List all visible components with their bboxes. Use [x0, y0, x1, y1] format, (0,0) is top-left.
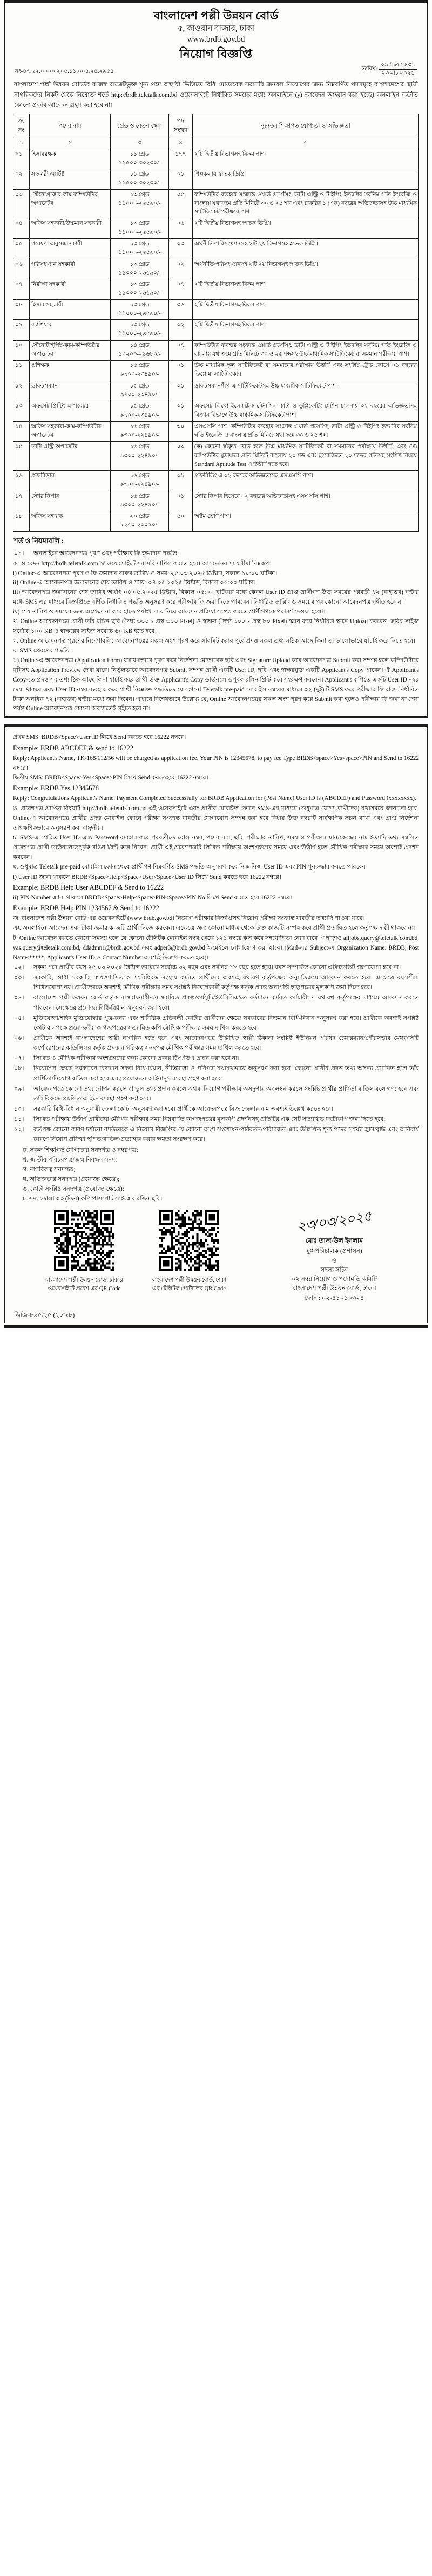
cell-sl: ০৬ [14, 259, 30, 279]
th-post-name: পদের নাম [30, 114, 111, 138]
table-header-row [14, 114, 419, 138]
cell-count: ৩৬ [169, 299, 193, 320]
date-label: তারিখ: [361, 66, 378, 72]
table-row [14, 421, 419, 442]
condition-text: আবেদনপত্রে কোনো তথ্য গোপন করলে বা ভুল তথ্য প্রদান করলে অথবা নিয়োগ পরীক্ষায় অসদুপায় অবলম্বন করলে সংশ্লিষ্ট প্রার্থীর প্রার্থিতা বাতিল বলে গণ্য হবে এবং তাঁর বিরুদ্ধে প্রচলিত আইনে ব্যবস্থা গ্রহণ করা হবে। [33, 1085, 419, 1102]
table-row [14, 491, 419, 511]
document-list-item: খ. জাতীয় পরিচয়পত্র/জন্ম নিবন্ধন সনদ; [23, 1156, 117, 1163]
cond1-sub-i: ঞ. অনলাইনে আবেদন এবং টাকা জমার কাজটি প্রার্থী নিজে করবেন। এক্ষেত্রে অন্য কোনো মাধ্যম থেকে উক্ত কাজটি সম্পন্ন করে প্রার্থী প্রতারিত হলে কর্তৃপক্ষ দায়ী থাকবে না। [13, 925, 416, 932]
cell-qual: (ক) কোনো স্বীকৃত বোর্ড হতে উচ্চ মাধ্যমিক সার্টিফিকেট বা সমমানের পরীক্ষায় উত্তীর্ণ; এবং (খ) কম্পিউটার মুদ্রাক্ষরে প্রতি মিনিটে বাংলায় ২০ শব্দ এবং ইংরেজিতে ২০ শব্দের গতিসহ সংশ্লিষ্ট বিষয়ে Standard Aptitude Test এ উত্তীর্ণ হতে হবে। [193, 442, 419, 471]
cell-name: অফিস সহকারী/উচ্চমান সহকারী [30, 218, 111, 239]
cell-count: ০২ [169, 320, 193, 341]
cond1-roman-iii: iii) আবেদনপত্র জমাদানের শেষ তারিখ অর্থাৎ ০৪.০৫.২০২৫ খ্রিষ্টাব্দ, বিকাল ০৫:০০ ঘটিকার মধ্যে কেবল User ID প্রাপ্ত প্রার্থীগণ উক্ত সময়ের পরবর্তী ৭২ (বাহাত্তর) ঘণ্টার মধ্যে SMS এর মাধ্যমে বিজ্ঞপ্তিতে বর্ণিত নির্ধারিত পদ্ধতি অনুসরণ করে পরীক্ষার ফি জমা দিতে পারবেন। নির্ধারিত তারিখ ও সময়ের পর কোনো আবেদনপত্র গৃহীত হবে না। [13, 589, 419, 606]
cell-name: অফিস সহকারী-কাম-কম্পিউটার অপারেটর [30, 421, 111, 442]
condition-item-০৯ [13, 1084, 419, 1104]
signatory-conjunction: ও [332, 1257, 337, 1264]
table-row [14, 299, 419, 320]
cond1-sub-h: জ. বাংলাদেশ পল্লী উন্নয়ন বোর্ড এর ওয়েবসাইটে (www.brdb.gov.bd) নিয়োগ পরীক্ষার বিজ্ঞপ্তিসহ নিয়োগ পরীক্ষা সংক্রান্ত যাবতীয় তথ্যাদি পাওয়া যাবে। [13, 915, 365, 922]
cond1-g-roman-i: i) User ID জানা থাকলে BRDB<Space>Help<Space>User<Space>User ID লিখে Send করতে হবে 16222 নম্বরে। [13, 873, 282, 880]
cell-grade: ১১ গ্রেড ১২৫০০-৩০২৩০/- [111, 169, 169, 190]
condition-item-০৬ [13, 1033, 419, 1053]
signatory-designation-1: যুগ্মপরিচালক (প্রশাসন) [306, 1248, 362, 1255]
condition-text: লিখিত ও মৌখিক পরীক্ষায় অংশগ্রহণের জন্য কোনো প্রকার টিএ/ডিএ প্রদান করা হবে না। [33, 1055, 240, 1062]
condition-title: অনলাইনে আবেদনপত্র পূরণ এবং পরীক্ষার ফি জমাদান পদ্ধতি: [33, 550, 179, 557]
qr-website-caption: বাংলাদেশ পল্লী উন্নয়ন বোর্ড, ঢাকার ওয়েবসাইটে প্রবেশ এর QR Code [45, 1277, 123, 1292]
signature-block [257, 1210, 419, 1303]
condition-item-০৭ [13, 1053, 419, 1063]
signatory-name: মোঃ তাজ-উল ইসলাম [305, 1237, 363, 1245]
condition-number: ০৮। [14, 1065, 24, 1072]
cond1-sub-d-body: ১) Online-এ আবেদনপত্র (Application Form) যথাযথভাবে পূরণ করে নির্দেশনা মোতাবেক ছবি এবং Signature Upload করে আবেদনপত্র Submit করা সম্পন্ন হলে কম্পিউটারে ছবিসহ Application Preview দেখা যাবে। নির্ভুলভাবে আবেদনপত্র Submit সম্পন্ন প্রার্থী একটি User ID, ছবি এবং স্বাক্ষরযুক্ত একটি Applicant's Copy পাবেন। ঐ Applicant's Copy-তে প্রদত্ত সব তথ্য ঠিক আছে কিনা যাচাই করে প্রার্থী উক্ত Applicant's Copy ডাউনলোডপূর্বক রঙ্গিন প্রিন্ট করে সংরক্ষণ করবেন। Applicant's কপিতে একটি User ID নম্বর দেয়া থাকবে এবং User ID নম্বর ব্যবহার করে প্রার্থী নিম্নোক্ত পদ্ধতিতে যে কোনো Teletalk pre-paid মোবাইল নম্বরের মাধ্যমে ০২ (দুই)টি SMS করে পরীক্ষার ফি বাবদ নির্ধারিত টাকা অনধিক ৭২ (বাহাত্তর) ঘণ্টার মধ্যে জমা দিবেন। এখানে বিশেষভাবে উল্লেখ্য যে, Online আবেদনপত্রের সকল অংশ পূরণ করে Submit করা হলেও পরীক্ষার ফি জমা না দেয়া পর্যন্ত Online আবেদনপত্র কোনো অবস্থাতেই গৃহীত হবে না। [13, 657, 419, 712]
condition-number: ১০। [14, 1106, 24, 1113]
cell-name: ক্যাশিয়ার [30, 320, 111, 341]
cell-grade: ১৫ গ্রেড ৯৭০০-২৩৪৯০/- [111, 381, 169, 401]
cell-sl: ১৫ [14, 442, 30, 471]
cell-name: নিরীক্ষা সহকারী [30, 279, 111, 300]
cell-sl: ১৭ [14, 491, 30, 511]
cell-name: হিসাবরক্ষক [30, 149, 111, 169]
letterhead [13, 9, 419, 61]
sms2-label: দ্বিতীয় SMS: BRDB<Space>Yes<Space>PIN লিখে Send করতেহবে 16222 নম্বরে। [13, 775, 208, 782]
qr-website-block [44, 1210, 124, 1292]
table-row [14, 320, 419, 341]
cell-qual: অর্থনীতি/পরিসংখ্যানসহ ২টি ২য় বিভাগসহ স্নাতক ডিগ্রি। [193, 259, 419, 279]
cell-sl: ১২ [14, 381, 30, 401]
cond1-sub-g: ছ. শুধুমাত্র Teletalk pre-paid মোবাইল ফোন থেকে প্রার্থীগণ নিম্নবর্ণিত SMS পদ্ধতি অনুসরণ করে নিজ নিজ User ID এবং PIN পুনরুদ্ধার করতে পারবেন। [13, 864, 368, 871]
cell-count: ১৭৭ [169, 149, 193, 169]
cell-sl: ০১ [14, 149, 30, 169]
condition-text: বাংলাদেশ পল্লী উন্নয়ন বোর্ড কর্তৃক বাস্তবায়নাধীন/বাস্তবায়িত প্রকল্প/কর্মসূচি/ইউসিসিএ'তে বর্তমানে কর্মরত কর্মচারীগণ যথাযথ কর্তৃপক্ষের মাধ্যমে আবেদন করতে পারবেন। সেক্ষেত্রে প্রযোজ্য বিধি-বিধান অনুসরণ করা হবে। [33, 995, 419, 1011]
cell-sl: ০৭ [14, 279, 30, 300]
sms2-example: Example: BRDB Yes 12345678 [13, 784, 99, 792]
table-row [14, 401, 419, 422]
organization-name: বাংলাদেশ পল্লী উন্নয়ন বোর্ড [153, 9, 279, 22]
cell-sl: ১৩ [14, 401, 30, 422]
cond1-roman-iv: iv) শেষ তারিখ ও সময়ের জন্য অপেক্ষা না করে হাতে পর্যাপ্ত সময় নিয়ে আবেদন প্রক্রিয়া সম্পন্ন করতে প্রার্থীগণকে পরামর্শ দেওয়া হলো। [13, 609, 326, 616]
document-list-item: চ. সদ্য তোলা ০৩ (তিন) কপি পাসপোর্ট সাইজের রঙিন ছবি। [23, 1196, 163, 1203]
page-2-frame [4, 726, 428, 1323]
cell-qual: প্রুফরিডিং এ ০২ বছরের অভিজ্ঞতাসহ এসএসসি পাশ। [193, 471, 419, 491]
page-1-frame [4, 2, 428, 716]
table-colnum-row [14, 138, 419, 149]
conditions-list [13, 549, 419, 715]
cell-qual: উচ্চ মাধ্যমিক স্কুল সার্টিফিকেট বা সমমানের পরীক্ষায় উত্তীর্ণ এবং সংশ্লিষ্ট ট্রেড কোর্সে ০১ বছরের ডিপ্লোমা সার্টিফিকেট। [193, 361, 419, 381]
numbered-conditions [13, 963, 419, 1145]
cond1-g-example-i: Example: BRDB Help User ABCDEF & Send to 16222 [13, 883, 164, 891]
condition-number: ১১। [14, 1116, 24, 1123]
table-row [14, 279, 419, 300]
document-title: নিয়োগ বিজ্ঞপ্তি [179, 46, 253, 61]
cell-qual: এসএসসি পাশ। কম্পিউটার ব্যবহার সংক্রান্ত ওয়ার্ড প্রসেসিং, ডাটা এন্ট্রি ও টাইপিং ইত্যাদির সর্বনিম্ন গতি ইংরেজি ও বাংলায় প্রতি মিনিটে যথাক্রমে ৩০ ও ২৫ শব্দ। [193, 421, 419, 442]
cell-name: গবেষণা অনুসন্ধানকারী [30, 239, 111, 259]
cell-count: ০১ [169, 491, 193, 511]
condition-number: ০১। [14, 550, 24, 557]
conditions-heading: শর্ত ও নিয়মাবলি : [14, 536, 64, 545]
cell-count: ০৭ [169, 340, 193, 361]
cell-name: অফসেট প্রিন্টিং অপারেটর [30, 401, 111, 422]
memo-date-block [362, 62, 417, 77]
qr-teletalk-block [149, 1210, 229, 1292]
condition-item-১১ [13, 1115, 419, 1124]
memo-line [13, 62, 419, 78]
table-row [14, 361, 419, 381]
condition-text: প্রার্থীকে অবশ্যই বাংলাদেশের স্থায়ী নাগরিক হতে হবে এবং আবেদনপত্রে উল্লিখিত স্থায়ী ঠিকানা সংশ্লিষ্ট ইউনিয়ন পরিষদ চেয়ারম্যান/পৌরসভার মেয়র/সিটি কর্পোরেশনের কাউন্সিলর কর্তৃক প্রদত্ত নাগরিকত্ব সনদপত্র মৌখিক পরীক্ষার সময় দাখিল করতে হবে। [33, 1035, 419, 1052]
condition-item-০৪ [13, 993, 419, 1012]
cell-grade: ১৬ গ্রেড ৯৩০০-২২৪৯০/- [111, 491, 169, 511]
cond1-g-example-ii: Example: BRDB Help PIN 1234567 & Send to 16222 [13, 904, 159, 912]
cell-qual: অষ্টম শ্রেণি পাশ। [193, 511, 419, 532]
cond1-sub-a: ক. আবেদন http://brdb.teletalk.com.bd ওয়েবসাইটে সরাসরি দাখিল করতে হবে। আবেদনের সময়সীমা নিম্নরূপ: [13, 560, 271, 567]
cell-name: সহকারী আর্টিষ্ট [30, 169, 111, 190]
cell-grade: ১৩ গ্রেড ১১০০০-২৬৫৯০/- [111, 320, 169, 341]
condition-number: ০৬। [14, 1035, 24, 1042]
sms1-example: Example: BRDB ABCDEF & send to 16222 [13, 744, 133, 752]
cell-count: ০৬ [169, 218, 193, 239]
th-grade-scale: গ্রেড ও বেতন স্কেল [111, 114, 169, 138]
condition-text: সরকারি বিধি-বিধান অনুযায়ী জেলা কোটা অনুসরণ করা হবে। প্রার্থীকে আবেদনপত্রে নিজ জেলার নাম অবশ্যই উল্লেখ করতে হবে। [33, 1106, 334, 1113]
document-list-item: ঙ. কোটা সংশ্লিষ্ট সনদপত্র (প্রযোজ্য ক্ষেত্রে); [23, 1186, 124, 1193]
cell-name: প্রুফরিডার [30, 471, 111, 491]
cell-qual: ২টি দ্বিতীয় বিভাগসহ স্নাতক ডিগ্রি। [193, 218, 419, 239]
cell-qual: কম্পিউটার ব্যবহার সংক্রান্ত ওয়ার্ড প্রসেসিং, ডাটা এন্ট্রি ও টাইপিং ইত্যাদির সর্বনিম্ন গতি ইংরেজি ও বাংলায় যথাক্রমে প্রতি মিনিটে ৩০ ও ২৫ শব্দ এবং চাকরির ১ (এক) বছরের অভিজ্ঞতাসহ উচ্চ মাধ্যমিক সার্টিফিকেট পরীক্ষায় পাশ। [193, 189, 419, 218]
table-row [14, 511, 419, 532]
colnum-4: ৪ [169, 138, 193, 149]
date-bangla: ০৯ চৈত্র ১৪৩১ [379, 62, 417, 70]
document-list-item: গ. নাগরিকত্ব সনদপত্র; [23, 1166, 75, 1173]
cond1-sub-j: ট. Online আবেদন করতে কোনো সমস্যা হলে যে কোনো টেলিটক মোবাইল নম্বর থেকে ১২১ নম্বরে কল করে সহযোগিতা নেয়া যাবে। এছাড়াও alljobs.query@teletalk.com.bd, vas.query@teletalk.com.bd, ddadmn1@brdb.gov.bd এবং adper3@brdb.gov.bd ই-মেইলে যোগাযোগ করা যাবে। (Mail-এর Subject-এ Organization Name: BRDB, Post Name:*****, Applicant's User ID ও Contact Number অবশ্যই উল্লেখ করতে হবে)। [13, 935, 419, 961]
sms1-reply: Reply: Applicant's Name, TK-168/112/56 will be charged as application fee. Your PIN is 12345678, to pay fee Type BRDB<space>Yes<space>PIN and Send to 16222 নম্বরে। [13, 755, 419, 771]
cell-grade: ১৩ গ্রেড ১১০০০-২৬৫৯০/- [111, 189, 169, 218]
sms1-label: প্রথম SMS: BRDB<Space>User ID লিখে Send করতে হবে 16222 নম্বরে। [13, 734, 186, 741]
cell-grade: ১৩ গ্রেড ১১০০০-২৬৫৯০/- [111, 239, 169, 259]
cell-count: ০১ [169, 361, 193, 381]
cond1-sub-d: ঘ. SMS প্রেরণের পদ্ধতি: [13, 647, 71, 654]
cond1-sub-e: ঙ. প্রবেশপত্র প্রাপ্তির বিষয়টি http://brdb.teletalk.com.bd এই ওয়েবসাইটে এবং প্রার্থীর মোবাইল ফোনে SMS-এর মাধ্যমে (শুধুমাত্র যোগ্য প্রার্থীদের) যথাসময়ে জানানো হবে। Online-এ আবেদনপত্রে প্রার্থীর প্রদত্ত মোবাইল ফোনে পরীক্ষা সংক্রান্ত যাবতীয় যোগাযোগ সম্পন্ন করা হবে বিধায় উক্ত নম্বরটি সার্বক্ষণিক সচল রাখা এবং প্রাপ্ত নির্দেশনা তাৎক্ষণিকভাবে অনুসরণ করা বাঞ্ছনীয়। [13, 805, 419, 831]
condition-item-১০ [13, 1104, 419, 1114]
th-serial: ক্র. নং [14, 114, 30, 138]
condition-text: সকল পদে প্রার্থীর বয়স ২৫.০৩.২০২৫ খ্রিষ্টাব্দ তারিখে সর্বোচ্চ ৩২ বছর এবং সর্বনিম্ন ১৮ বছর হতে হবে। বয়স সম্পর্কিত কোনো এফিডেভিট গ্রহণযোগ্য হবে না। [33, 964, 401, 971]
cell-name: স্টেনোগ্রাফার-কাম-কম্পিউটার অপারেটর [30, 189, 111, 218]
posts-table [13, 114, 419, 531]
colnum-2: ২ [30, 138, 111, 149]
table-row [14, 218, 419, 239]
cell-qual: ড্রাফটসম্যানশীপ এ সার্টিফিকেটসহ উচ্চ মাধ্যমিক সার্টিফিকেট পাশ। [193, 381, 419, 401]
cell-sl: ১১ [14, 361, 30, 381]
cond1-g-roman-ii: ii) PIN Number জানা থাকলে BRDB<Space>Help<Space>PIN<Space>PIN No লিখে Send করতে হবে 16222 নম্বরে। [13, 894, 293, 901]
cell-name: প্রশিক্ষক [30, 361, 111, 381]
condition-number: ০২। [14, 964, 24, 971]
cell-grade: ১৪ গ্রেড ১০২০০-২৪৬৮০/- [111, 340, 169, 361]
condition-item-০৮ [13, 1064, 419, 1083]
condition-number: ০৭। [14, 1055, 24, 1062]
cell-count: ০৭ [169, 279, 193, 300]
cell-count: ০৩ [169, 442, 193, 471]
table-row [14, 471, 419, 491]
organization-address: ৫, কাওরান বাজার, ঢাকা [177, 24, 255, 34]
cell-sl: ০৫ [14, 239, 30, 259]
condition-text: কর্তৃপক্ষ কোনো কারণ দর্শানো ব্যতিরেকে এ নিয়োগ বিজ্ঞপ্তির যে কোনো অংশ সংশোধন/পরিবর্তন/পরিমার্জন এবং উল্লিখিত শূন্য পদের সংখ্যা হ্রাস/বৃদ্ধি এবং অনিবার্য কারণে নিয়োগ প্রক্রিয়া স্থগিত/বাতিল/প্রত্যাহার করার ক্ষমতা সংরক্ষণ করে। [33, 1126, 419, 1143]
th-post-count: পদ সংখ্যা [169, 114, 193, 138]
cell-name: পরিসংখ্যান সহকারী [30, 259, 111, 279]
cell-name: ডাটা এন্ট্রি অপারেটর [30, 442, 111, 471]
intro-paragraph: বাংলাদেশ পল্লী উন্নয়ন বোর্ডের রাজস্ব বাজেটভুক্ত শূন্য পদে অস্থায়ী ভিত্তিতে বিধি মোতাবেক সরাসরি জনবল নিয়োগের জন্য নিম্নবর্ণিত পদসমূহে বাংলাদেশের স্থায়ী নাগরিকদের নিকট থেকে নিম্নোক্ত শর্তে http://brdb.teletalk.com.bd ওয়েবসাইটে নির্ধারিত সময়ের মধ্যে অনলাইনে (y) আবেদন আহ্বান করা হচ্ছে। অনলাইন ব্যতীত কোনো প্রকার আবেদন গ্রহণ করা হবে না। [14, 82, 418, 109]
condition-text: লিখিত পরীক্ষায় উত্তীর্ণ প্রার্থীদের মৌখিক পরীক্ষার সময় নিম্নবর্ণিত কাগজপত্রের মূলকপি প্রদর্শনসহ প্রতিটির এক সেট সত্যায়িত ফটোকপি জমা দিতে হবে: [33, 1116, 386, 1123]
cell-qual: কম্পিউটার ব্যবহার সংক্রান্ত ওয়ার্ড প্রসেসিং, ডাটা এন্ট্রি ও টাইপিং ইত্যাদির সর্বনিম্ন গতি ইংরেজি ও বাংলায় যথাক্রমে প্রতি মিনিটে ৩০ ও ২৫ শব্দসহ উচ্চ মাধ্যমিক সার্টিফিকেট বা সমমান পরীক্ষায় পাশ। [193, 340, 419, 361]
page-separator [0, 718, 432, 724]
cell-sl: ০২ [14, 169, 30, 190]
cell-sl: ১৮ [14, 511, 30, 532]
colnum-3: ৩ [111, 138, 169, 149]
condition-item-১২ [13, 1125, 419, 1144]
qr-code-website-icon[interactable] [54, 1210, 114, 1271]
sms-instructions [13, 732, 419, 963]
condition-item-০৫ [13, 1013, 419, 1033]
cond1-sub-b: খ. Online আবেদনপত্রে প্রার্থী তাঁর রঙ্গিন ছবি (দৈর্ঘ্য ৩০০ x প্রস্থ ৩০০ Pixel) ও স্বাক্ষর (দৈর্ঘ্য ৩০০ x প্রস্থ ৮০ Pixel) স্ক্যান করে নির্ধারিত স্থানে Upload করবেন। ছবির সাইজ সর্বোচ্চ ১০০ KB ও স্বাক্ষরের সাইজ সর্বোচ্চ ৬০ KB হতে হবে। [13, 618, 419, 635]
cell-name: অফিস সহায়ক [30, 511, 111, 532]
cell-qual: অফসেট লিথো ইলেকট্রিক স্টেনসিল কাটা ও ডুপ্লিকেটিং মেশিন চালনায় ০২ বছরের অভিজ্ঞতাসহ বিজ্ঞান বিভাগে উচ্চ মাধ্যমিক সার্টিফিকেট পাশ। [193, 401, 419, 422]
condition-text: নিয়োগের ক্ষেত্রে সরকারের বিদ্যমান সকল বিধি-বিধান, নীতিমালা ও পরিপত্র যথাযথভাবে অনুসরণ করা হবে। কোনো প্রার্থীর প্রদত্ত তথ্য অসত্য প্রমাণিত হলে তাঁর প্রার্থিতা/নিয়োগ বাতিল করা হবে এবং প্রয়োজনে আইনানুগ ব্যবস্থা গ্রহণ করা হবে। [33, 1065, 419, 1082]
cell-qual: ২টি দ্বিতীয় বিভাগসহ বিকম পাশ। [193, 149, 419, 169]
signatory-organization: বাংলাদেশ পল্লী উন্নয়ন বোর্ড, ঢাকা। [292, 1285, 376, 1292]
condition-number: ০৪। [14, 995, 24, 1002]
cell-sl: ১৬ [14, 471, 30, 491]
signature-mark: ২৩/০৩/২০২৫ [295, 1208, 373, 1235]
cell-count: ০১ [169, 381, 193, 401]
table-row [14, 169, 419, 190]
cell-sl: ০৯ [14, 320, 30, 341]
cell-grade: ১৬ গ্রেড ৯৩০০-২২৪৯০/- [111, 471, 169, 491]
cell-qual: অর্থনীতি/পরিসংখ্যানসহ ২টি ২য় বিভাগসহ স্নাতক ডিগ্রি। [193, 239, 419, 259]
condition-text: সরকারি, আধা সরকারি, স্বায়ত্তশাসিত ও সংবিধিবদ্ধ সংস্থায় কর্মরত প্রার্থীদের অবশ্যই যথাযথ কর্তৃপক্ষের অনুমতিক্রমে আবেদন করতে হবে। এক্ষেত্রে বয়সসীমা শিথিলযোগ্য নয়। প্রার্থীদেরকে অবশ্যই মৌখিক পরীক্ষার সময় সংশ্লিষ্ট নিয়োগকারী কর্তৃপক্ষ কর্তৃক প্রদত্ত অনাপত্তি ছাড়পত্রের মূলকপি জমা দিতে হবে। [33, 975, 419, 991]
sms2-reply: Reply: Congratulations Applicant's Name. Payment Completed Successfully for BRDB Application for (Post Name) User ID is (ABCDEF) and Password (xxxxxxxx). [13, 795, 416, 802]
cell-count: ৩০ [169, 421, 193, 442]
cond1-sub-f: চ. SMS-এ প্রেরিত User ID এবং Password ব্যবহার করে পরবর্তীতে রোল নম্বর, পদের নাম, ছবি, পরীক্ষার তারিখ, সময় ও পরীক্ষার স্থান/কেন্দ্রের নাম ইত্যাদি তথ্য সম্বলিত প্রবেশপত্র প্রার্থী ডাউনলোডপূর্বক রঙিন প্রিন্ট করে নিবেন। প্রার্থী এই প্রবেশপত্রটি লিখিত পরীক্ষায় অংশগ্রহণের সময়ে এবং উত্তীর্ণ হলে মৌখিক পরীক্ষার সময়ে অবশ্যই প্রদর্শন করবেন। [13, 835, 419, 861]
th-qualification: ন্যূনতম শিক্ষাগত যোগ্যতা ও অভিজ্ঞতা [193, 114, 419, 138]
signatory-designation-2: সদস্য সচিব [320, 1266, 348, 1273]
condition-number: ০৯। [14, 1085, 24, 1092]
condition-text: মুক্তিযোদ্ধা/শহিদ মুক্তিযোদ্ধার পুত্র-কন্যা এবং শারীরিক প্রতিবন্ধী কোটার প্রার্থীদের ক্ষেত্রে সরকারের বিদ্যমান বিধি-বিধান অনুসরণ করা হবে। প্রার্থীকে অবশ্যই সংশ্লিষ্ট কোটার সপক্ষে প্রয়োজনীয় কাগজপত্রের সত্যায়িত কপি মৌখিক পরীক্ষার সময় দাখিল করতে হবে। [33, 1015, 419, 1031]
cell-grade: ১৩ গ্রেড ১১০০০-২৬৫৯০/- [111, 299, 169, 320]
cell-qual: ২টি দ্বিতীয় বিভাগসহ বিকম পাশ। [193, 320, 419, 341]
cell-grade: ১৩ গ্রেড ১১০০০-২৬৫৯০/- [111, 259, 169, 279]
cell-qual: শিল্পকলায় স্নাতক ডিগ্রি। [193, 169, 419, 190]
cond1-roman-i: i) Online-এ আবেদনপত্র পূরণ ও ফি জমাদান শুরুর তারিখ ও সময়: ২৫.০৩.২০২৫ খ্রিষ্টাব্দ, সকাল ১০:০০ ঘটিকা। [13, 570, 278, 577]
cell-count: ০১ [169, 471, 193, 491]
qr-teletalk-caption: বাংলাদেশ পল্লী উন্নয়ন বোর্ড, ঢাকা এর টেলিটক পোর্টালের QR Code [152, 1277, 226, 1292]
condition-number: ০৫। [14, 1015, 24, 1022]
cond1-roman-ii: ii) Online-এ আবেদনপত্র জমাদানের শেষ তারিখ ও সময়: ০৪.০৫.২০২৫ খ্রিষ্টাব্দ, বিকাল ০৫:০০ ঘটিকা। [13, 579, 256, 586]
colnum-1: ১ [14, 138, 30, 149]
qr-code-teletalk-icon[interactable] [159, 1210, 219, 1271]
cell-name: ড্রাফটসম্যান [30, 381, 111, 401]
colnum-5: ৫ [193, 138, 419, 149]
cell-count: ০১ [169, 169, 193, 190]
cell-name: স্টেনোটাইপিষ্ট-কাম-কম্পিউটার অপারেটর [30, 340, 111, 361]
cell-grade: ১৩ গ্রেড ১১০০০-২৬৫৯০/- [111, 279, 169, 300]
organization-website[interactable]: www.brdb.gov.bd [187, 35, 245, 44]
cell-qual: স্টোর কিপার হিসেবে ০২ বছরের অভিজ্ঞতাসহ এসএসসি পাশ। [193, 491, 419, 511]
cell-grade: ১৫ গ্রেড ৯৭০০-২৩৪৯০/- [111, 361, 169, 381]
cell-sl: ০৪ [14, 218, 30, 239]
page-2-bottom-rule [4, 1325, 428, 1328]
table-row [14, 189, 419, 218]
required-documents-list [13, 1145, 419, 1204]
cell-sl: ১৪ [14, 421, 30, 442]
cell-count: ০৩ [169, 239, 193, 259]
cell-name: হিসাব সহকারী [30, 299, 111, 320]
qr-code-group [13, 1210, 229, 1292]
cell-sl: ০৩ [14, 189, 30, 218]
condition-number: ০৩। [14, 975, 24, 982]
dg-code: ডিজি-৮৯৫/২৫ (২০˝x৮) [14, 1312, 75, 1319]
document-list-item: ঘ. অভিজ্ঞতার সনদপত্র (প্রযোজ্য ক্ষেত্রে); [23, 1176, 120, 1183]
cell-grade: ২০ গ্রেড ৮২৫০-২০০১০/- [111, 511, 169, 532]
cell-grade: ১৬ গ্রেড ৯৩০০-২২৪৯০/- [111, 421, 169, 442]
cell-grade: ১৫ গ্রেড ৯৭০০-২৩৪৯০/- [111, 401, 169, 422]
table-row [14, 442, 419, 471]
table-row [14, 381, 419, 401]
cell-name: স্টোর কিপার [30, 491, 111, 511]
cell-qual: ২টি দ্বিতীয় বিভাগসহ বিকম পাশ। [193, 299, 419, 320]
document-list-item: ক. সকল শিক্ষাগত যোগ্যতার সনদপত্র ও নম্বরপত্র; [23, 1146, 138, 1153]
cell-count: ০২ [169, 259, 193, 279]
cell-qual: ২টি দ্বিতীয় বিভাগসহ বিকম পাশ। [193, 279, 419, 300]
condition-number: ১২। [14, 1126, 24, 1133]
cell-count: ০১ [169, 401, 193, 422]
cell-count: ৫০ [169, 511, 193, 532]
date-english: ২৩ মার্চ ২০২৫ [381, 70, 415, 77]
contact-phone: ফোন : ০২-৪১০১০৩২৪ [304, 1294, 364, 1302]
table-row [14, 340, 419, 361]
footer-block [13, 1210, 419, 1303]
signatory-committee: ০২ নম্বর নিয়োগ ও পদোন্নতি কমিটি [292, 1276, 377, 1283]
cell-sl: ১০ [14, 340, 30, 361]
table-row [14, 259, 419, 279]
memo-number: নং-৪৭.৬২.০০০০.২০৫.১১.০০৪.২৪.২৯৫৪ [15, 69, 114, 75]
condition-item-০২ [13, 963, 419, 972]
cell-grade: ১১ গ্রেড ১২৫০০-৩০২৩০/- [111, 149, 169, 169]
cell-count: ০৫ [169, 189, 193, 218]
cell-grade: ১৩ গ্রেড ১১০০০-২৬৫৯০/- [111, 218, 169, 239]
cell-sl: ০৮ [14, 299, 30, 320]
condition-item-01 [13, 549, 419, 559]
condition-item-০৩ [13, 973, 419, 992]
cond1-sub-c: গ. Online আবেদনপত্র পূরণের নির্দেশাবলি: আবেদনপত্রের সকল অংশ পূরণ করে সাবমিট করার পূর্বে প্রদত্ত সকল তথ্য সঠিক আছে কিনা তা ভালোভাবে যাচাই করে নিতে হবে। [13, 638, 416, 644]
table-row [14, 239, 419, 259]
cell-grade: ১৬ গ্রেড ৯৩০০-২২৪৯০/- [111, 442, 169, 471]
table-row [14, 149, 419, 169]
